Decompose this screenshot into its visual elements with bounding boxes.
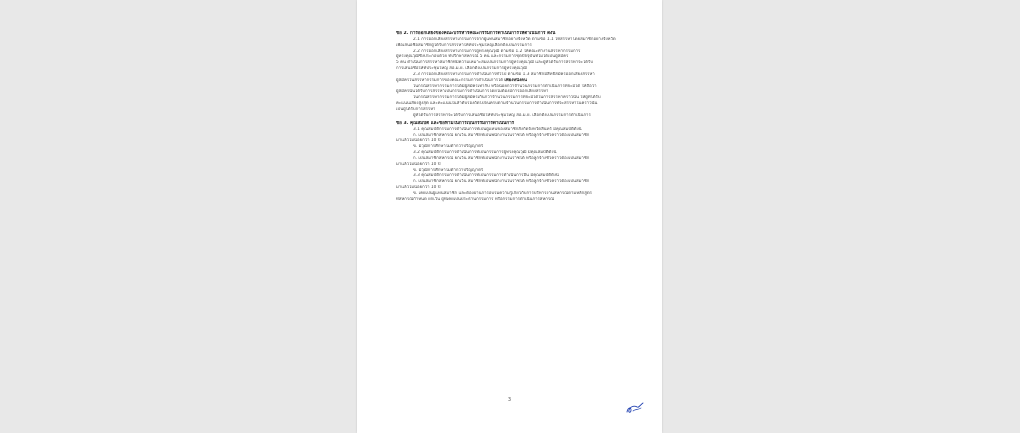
document-body <box>396 31 642 203</box>
body-line: ที่สหกรณ์กำหนด ยกเว้น ผู้ที่เคยเป็นประธานกรรมการ หรือกรรมการดำเนินการสหกรณ์ <box>396 196 555 202</box>
body-line: เพื่อเสนอชื่อสมาชิกผู้ได้รับการสรรหาให้ที่ประชุมใหญ่เลือกตั้งเป็นกรรมการ <box>396 42 532 48</box>
body-line: 5 คน ดำเนินการสรรหาสมาชิกที่มีความเหมาะสมเป็นกรรมการผู้ทรงคุณวุฒิ และผู้ที่ได้รับการสรรหาจะได้รับ <box>396 60 593 66</box>
body-line: ผู้ทรงคุณวุฒิซึ่งประกอบด้วย ที่ปรึกษาสหกรณ์ 5 คน และกรรมการชุดปัจจุบันที่ไม่ได้เป็นผู้สมัคร <box>396 54 569 60</box>
body-line: เป็นผู้ได้รับการสรรหา <box>396 106 436 112</box>
body-line: ผู้สมัครในสรรหากรรมการของคณะกรรมการดำเนินการได้ เพียงหนึ่งคน <box>396 77 527 83</box>
body-line: มาแล้วไม่น้อยกว่า 10 ปี <box>396 185 441 191</box>
body-line: ข. เคยเป็นผู้แทนสมาชิก และต้องผ่านการอบรมความรู้เกี่ยวกับการบริหารงานสหกรณ์ตามหลักสูตร <box>413 190 592 196</box>
body-line: 3.2 คุณสมบัติกรรมการดำเนินการที่เป็นกรรมการผู้ทรงคุณวุฒิ มีคุณสมบัติดังนี้ <box>413 150 557 156</box>
body-line: มาแล้วไม่น้อยกว่า 10 ปี <box>396 161 441 167</box>
body-line: 3.1 คุณสมบัติกรรมการดำเนินการที่เป็นผู้แทนของสมาชิกสังกัดจังหวัดสินทร์ มีคุณสมบัติดังนี้ <box>413 126 582 132</box>
page-number: 3 <box>507 397 512 403</box>
body-line: ในกรณีสรรหากรรมการได้มีผู้สมัครเกินกว่าจำนวนกรรมการที่จะมีได้ในการสรรหาคราวนั้น ให้ผู้ที่ได้รับ <box>413 95 601 101</box>
emphasis-text: เพียงหนึ่งคน <box>504 77 527 83</box>
body-line: 2.1 การออกเสียงสรรหาเกรรมการจากผู้แทนสมาชิกอย่างจังหวัด ตามข้อ 1.1 ให้สรรหาโดยสมาชิกอย่างจังหวัด <box>413 36 616 42</box>
section-heading: ข้อ 3. คุณสมบัติ และข้อห้ามในการเป็นกรรมการดำเนินการ <box>396 120 515 126</box>
section-heading: ข้อ 2. การออกเสียงของคณะบรรหารคณะกรรมการดำเนินการให้ดำเนินการ ดังนี้ <box>396 31 556 36</box>
body-line: 2.3 การออกเสียงสรรหาเกรรมการดำเนินการทั่วไป ตามข้อ 1.3 สมาชิกมีสิทธิ์สมัครออกเสียงสรรหา <box>413 71 595 77</box>
body-line: ผู้ที่ได้รับการสรรหาจะได้รับการเสนอชื่อให้ที่ประชุมใหญ่ สอ.ม.ย. เลือกตั้งเป็นกรรมการดำเนินการ <box>413 112 591 118</box>
body-line: ในกรณีสรรหากรรมการได้มีผู้สมัครเท่ากับ หรือน้อยกว่าจำนวนกรรมการดำเนินการที่จะมีได้ ให้ถือว่า <box>413 83 597 89</box>
body-line: ข. มีวุฒิการศึกษาไม่ต่ำกว่าปริญญาตรี <box>413 144 484 150</box>
body-line: ข. มีวุฒิการศึกษาไม่ต่ำกว่าปริญญาตรี <box>413 167 484 173</box>
body-line: 3.3 คุณสมบัติกรรมการดำเนินการที่เป็นกรรมการดำเนินการอื่น มีคุณสมบัติดังนี้ <box>413 173 559 179</box>
body-line: ก. เป็นสมาชิกสหกรณ์ ยกเว้น สมาชิกที่เป็นพนักงานในราชได้ หรือลูกจ้างชั่วคราวต้องเป็นสมาชิก <box>413 132 590 138</box>
body-line: มาแล้วไม่น้อยกว่า 10 ปี <box>396 138 441 144</box>
body-line: ก. เป็นสมาชิกสหกรณ์ ยกเว้น สมาชิกที่เป็นพนักงานในราชได้ หรือลูกจ้างชั่วคราวต้องเป็นสมาชิก <box>413 179 590 185</box>
document-page <box>357 0 662 433</box>
body-line: 2.2 การออกเสียงสรรหาเกรรมการผู้ทรงคุณวุฒิ ตามข้อ 1.2 ให้คณะทำงานสรรหากรรมการ <box>413 48 581 54</box>
body-line: ก. เป็นสมาชิกสหกรณ์ ยกเว้น สมาชิกที่เป็นพนักงานในราชได้ หรือลูกจ้างชั่วคราวต้องเป็นสมาชิก <box>413 155 590 161</box>
body-line: ผู้สมัครนั้นได้รับการสรรหาเป็นกรรมการดำเนินการโดยไม่ต้องมีการออกเสียงสรรหา <box>396 89 549 95</box>
body-line: คะแนนเสียงสูงสุด และคะแนนในลำดับรองถัดไปจนครบตามจำนวนกรรมการดำเนินการที่จะสรรหาในคราวนั้น <box>396 101 598 107</box>
handwritten-signature <box>625 401 645 415</box>
body-line: การเสนอชื่อให้ที่ประชุมใหญ่ สอ.ม.ย. เลือกตั้งเป็นกรรมการผู้ทรงคุณวุฒิ <box>396 66 527 72</box>
